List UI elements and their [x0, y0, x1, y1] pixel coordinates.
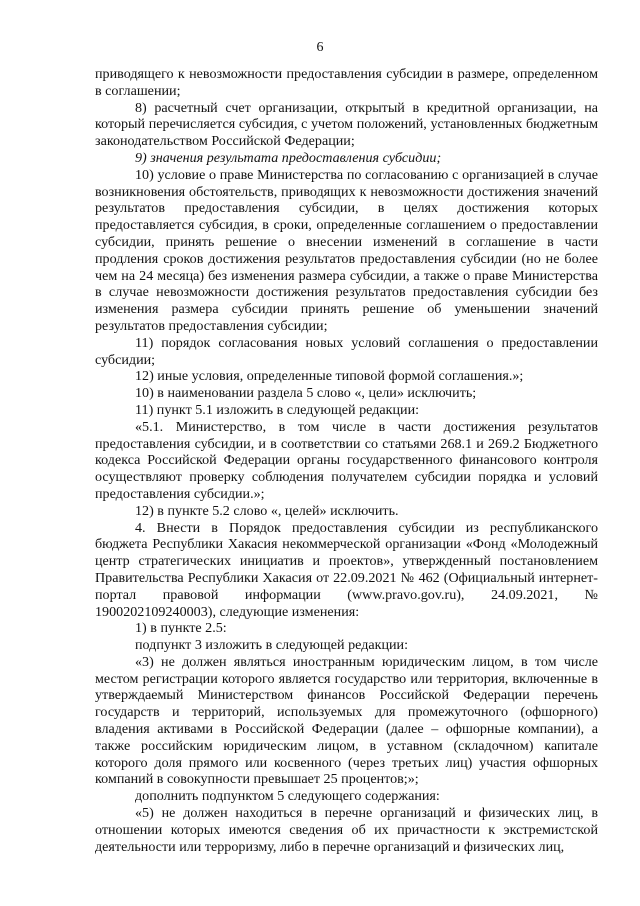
- paragraph: 8) расчетный счет организации, открытый в кредитной организации, на который перечисляется субсидия, с учетом положений, установленных бюджетным законодательством Российской Федерации;: [95, 99, 598, 150]
- paragraph: «5) не должен находиться в перечне организаций и физических лиц, в отношении которых имеются сведения об их причастности к экстремистской деятельности или терроризму, либо в перечне организаций и физических лиц,: [95, 805, 598, 855]
- document-body: [95, 66, 598, 855]
- paragraph: 1) в пункте 2.5:: [135, 620, 227, 637]
- paragraph: 4. Внести в Порядок предоставления субсидии из республиканского бюджета Республики Хакасия некоммерческой организации «Фонд «Молодежный центр стратегических инициатив и проектов», утвержденный постановлением Правительства Республики Хакасия от 22.09.2021 № 462 (Официальный интернет-портал правовой информации (www.pravo.gov.ru), 24.09.2021, № 1900202109240003), следующие изменения:: [95, 519, 598, 620]
- paragraph: 11) пункт 5.1 изложить в следующей редакции:: [135, 401, 420, 418]
- paragraph: «3) не должен являться иностранным юридическим лицом, в том числе местом регистрации которого является государство или территория, включенные в утверждаемый Министерством финансов Российской Федерации перечень государств и территорий, используемых для промежуточного (офшорного) владения активами в Российской Федерации (далее – офшорные компании), а также российским юридическим лицом, в уставном (складочном) капитале которого доля прямого или косвенного (через третьих лиц) участия офшорных компаний в совокупности превышает 25 процентов;»;: [95, 653, 598, 788]
- paragraph: «5.1. Министерство, в том числе в части достижения результатов предоставления субсидии, и в соответствии со статьями 268.1 и 269.2 Бюджетного кодекса Российской Федерации органы государственного финансового контроля осуществляют проверку соблюдения получателем субсидии порядка и условий предоставления субсидии.»;: [95, 418, 598, 502]
- paragraph: подпункт 3 изложить в следующей редакции:: [135, 637, 409, 654]
- paragraph: 10) условие о праве Министерства по согласованию с организацией в случае возникновения обстоятельств, приводящих к невозможности достижения значений результатов предоставления субсидии, в целях достижения которых предоставляется субсидия, в сроки, определенные соглашением о предоставлении субсидии, принять решение о внесении изменений в соглашение в части продления сроков достижения результатов предоставления субсидии (но не более чем на 24 месяца) без изменения размера субсидии, а также о праве Министерства в случае невозможности достижения результатов предоставления субсидии без изменения размера субсидии принять решение об уменьшении значений результатов предоставления субсидии;: [95, 166, 598, 334]
- page-number: 6: [316, 40, 324, 55]
- paragraph: 12) в пункте 5.2 слово «, целей» исключить.: [135, 502, 399, 519]
- paragraph: 9) значения результата предоставления субсидии;: [135, 149, 442, 166]
- paragraph: 12) иные условия, определенные типовой формой соглашения.»;: [135, 368, 524, 385]
- paragraph: 10) в наименовании раздела 5 слово «, цели» исключить;: [135, 385, 477, 402]
- paragraph: дополнить подпунктом 5 следующего содержания:: [135, 788, 440, 805]
- paragraph: приводящего к невозможности предоставления субсидии в размере, определенном в соглашении;: [95, 66, 598, 99]
- paragraph: 11) порядок согласования новых условий соглашения о предоставлении субсидии;: [95, 334, 598, 368]
